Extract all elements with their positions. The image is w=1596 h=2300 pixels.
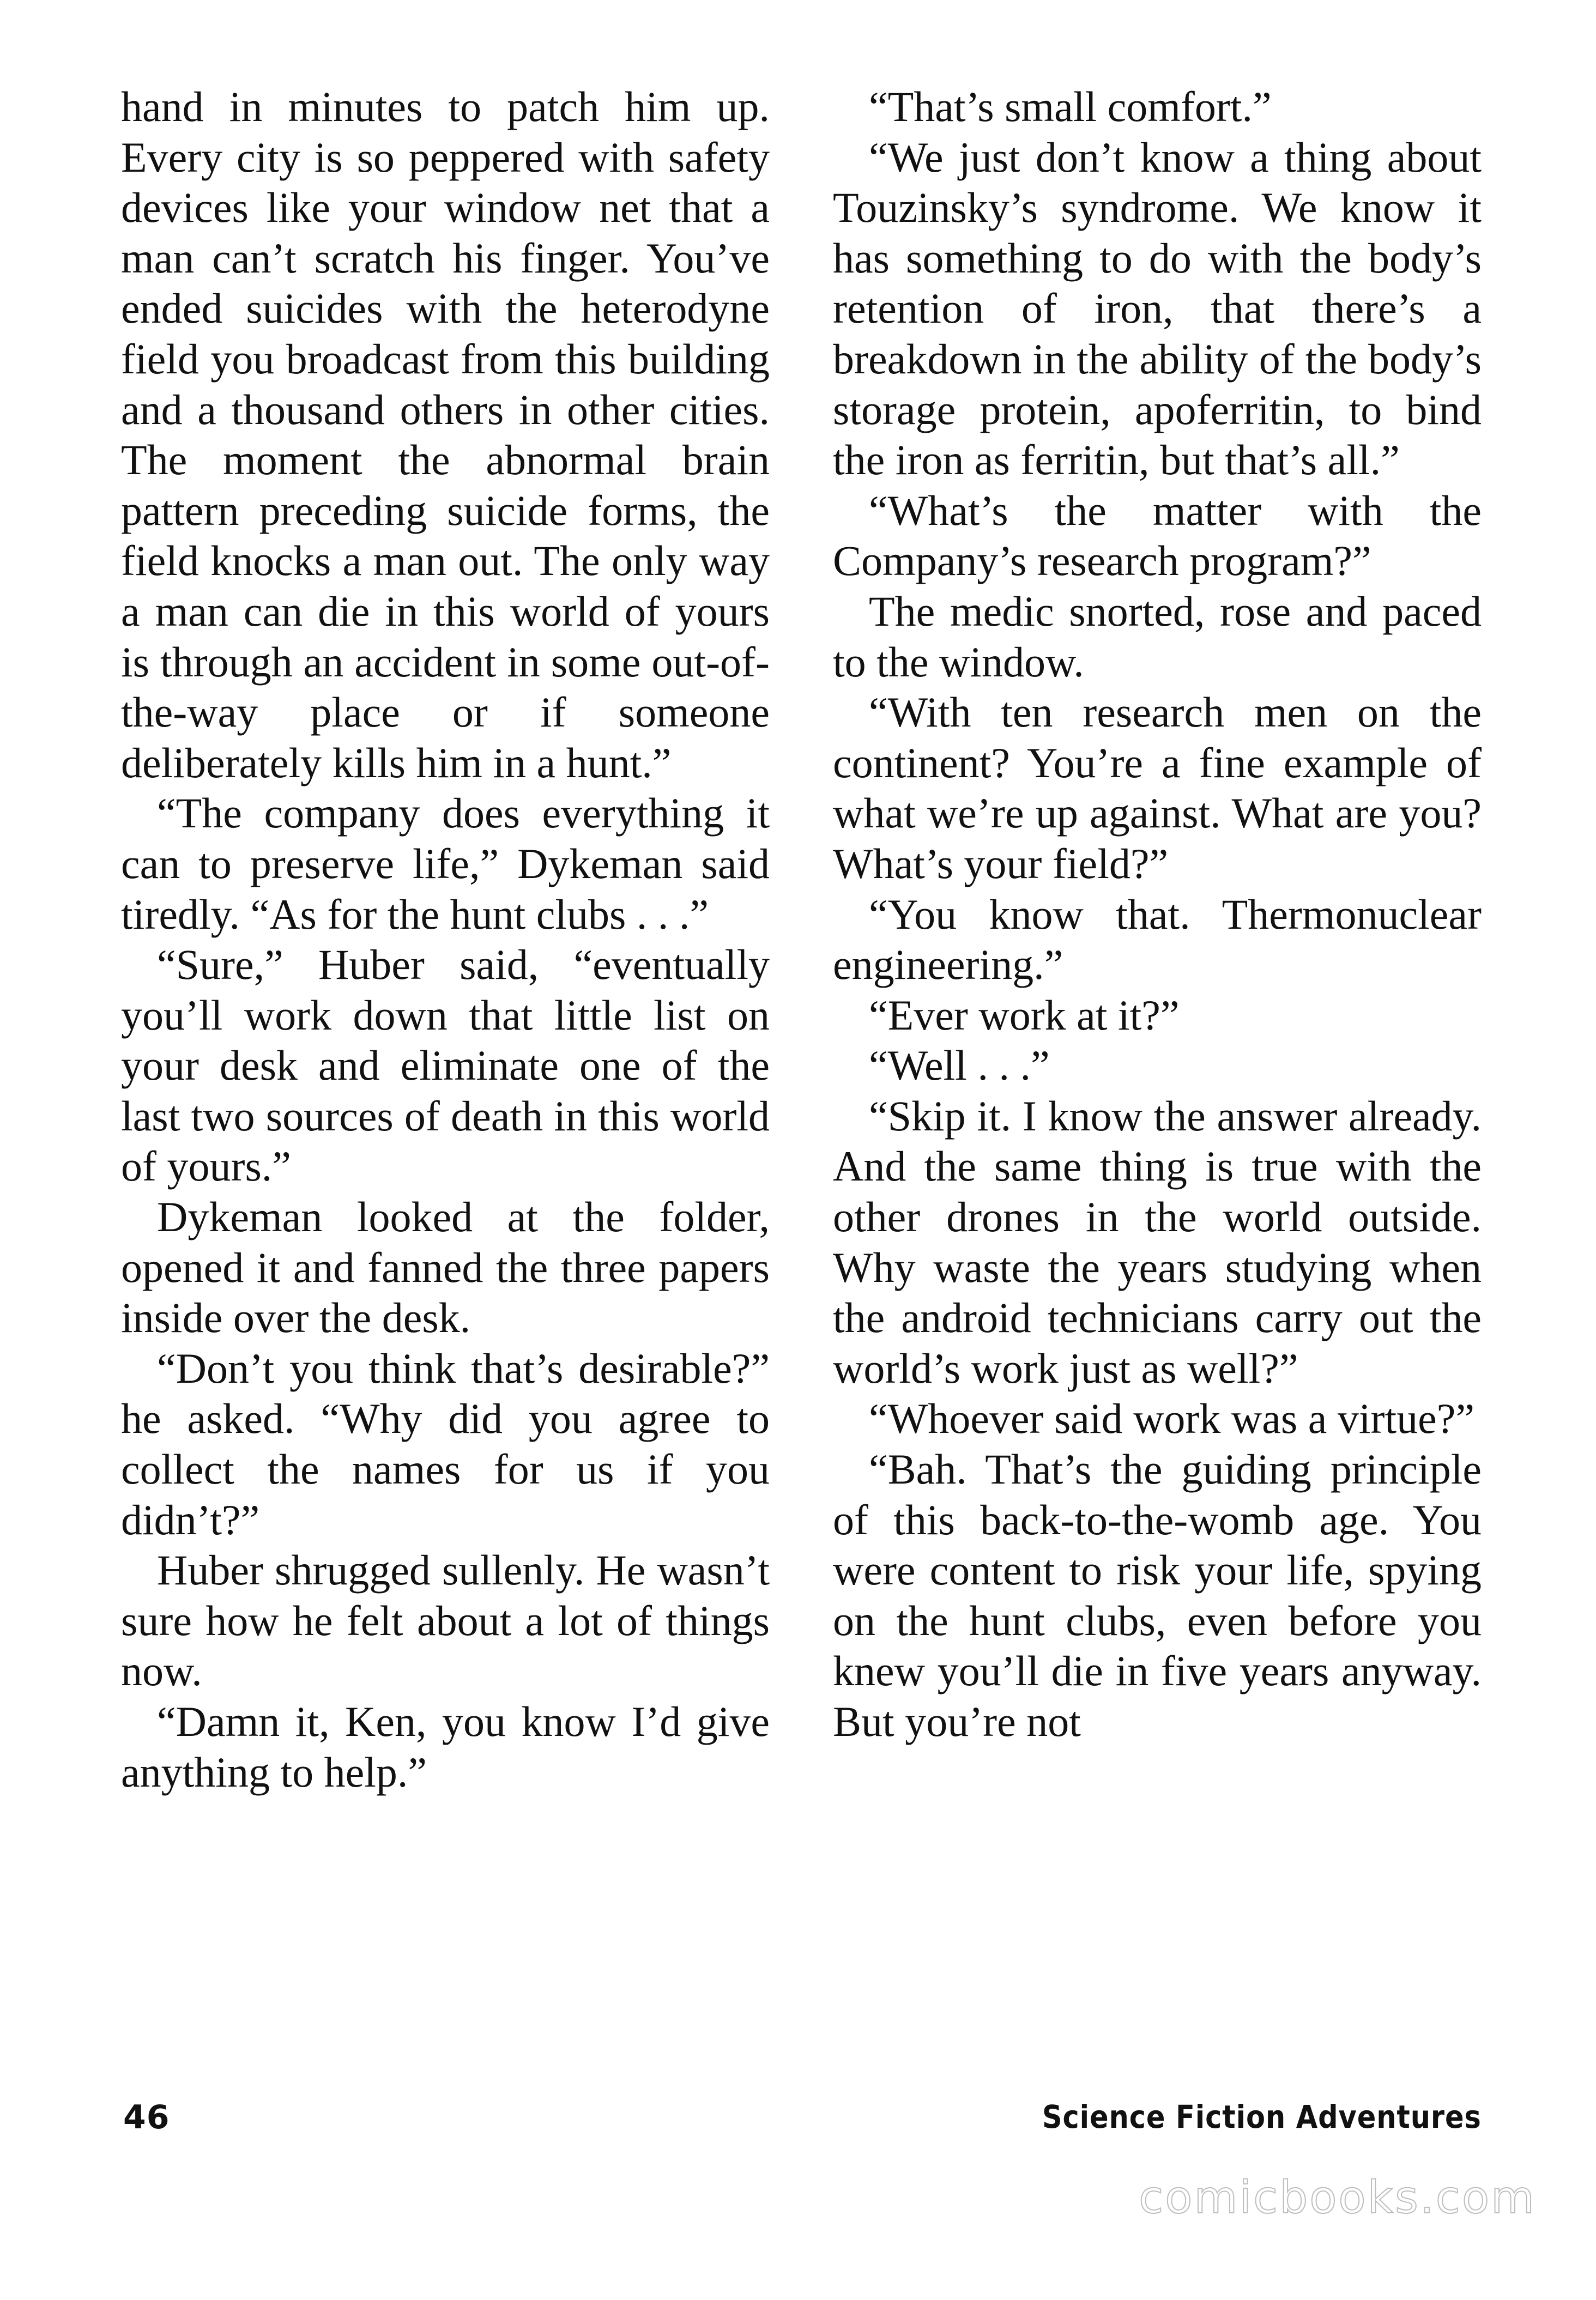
paragraph: “Damn it, Ken, you know I’d give anything to help.” xyxy=(121,1698,770,1796)
paragraph: “We just don’t know a thing about Touzinsky’s syndrome. We know it has something to do with the body’s retention of iron, that there’s a breakdown in the ability of the body’s storage protein, apoferritin, to bind the iron as ferritin, but that’s all.” xyxy=(833,133,1482,484)
paragraph: The medic snorted, rose and paced to the window. xyxy=(833,587,1482,686)
paragraph: “That’s small comfort.” xyxy=(869,83,1272,130)
paragraph: “What’s the matter with the Company’s research program?” xyxy=(833,486,1482,585)
paragraph: “The company does everything it can to preserve life,” Dykeman said tiredly. “As for the hunt clubs . . .” xyxy=(121,789,770,938)
running-footer-title: Science Fiction Adventures xyxy=(1042,2098,1482,2135)
paragraph: “Well . . .” xyxy=(869,1042,1050,1090)
text-column-right xyxy=(833,82,1482,1747)
text-column-left xyxy=(121,82,770,1797)
paragraph: “With ten research men on the continent? You’re a fine example of what we’re up against. What are you? What’s your field?” xyxy=(833,688,1482,887)
paragraph: “Whoever said work was a virtue?” xyxy=(869,1395,1475,1443)
paragraph: “You know that. Thermonuclear engineering.” xyxy=(833,890,1482,989)
page-number: 46 xyxy=(123,2098,170,2136)
paragraph: “Sure,” Huber said, “eventually you’ll work down that little list on your desk and eliminate one of the last two sources of death in this world of yours.” xyxy=(121,941,770,1190)
paragraph: “Don’t you think that’s desirable?” he asked. “Why did you agree to collect the names for us if you didn’t?” xyxy=(121,1344,770,1544)
watermark: comicbooks.com xyxy=(1139,2172,1536,2224)
paragraph: hand in minutes to patch him up. Every city is so peppered with safety devices like your window net that a man can’t scratch his finger. You’ve ended suicides with the heterodyne field you broadcast from this building and a thousand others in other cities. The moment the abnormal brain pattern preceding suicide forms, the field knocks a man out. The only way a man can die in this world of yours is through an accident in some out-of-the-way place or if someone deliberately kills him in a hunt.” xyxy=(121,83,770,786)
paragraph: Huber shrugged sullenly. He wasn’t sure how he felt about a lot of things now. xyxy=(121,1546,770,1695)
paragraph: “Ever work at it?” xyxy=(869,991,1180,1039)
paragraph: Dykeman looked at the folder, opened it and fanned the three papers inside over the desk. xyxy=(121,1193,770,1342)
paragraph: “Skip it. I know the answer already. And the same thing is true with the other drones in the world outside. Why waste the years studying when the android technicians carry out the world’s work just as well?” xyxy=(833,1092,1482,1392)
paragraph: “Bah. That’s the guiding principle of this back-to-the-womb age. You were content to risk your life, spying on the hunt clubs, even before you knew you’ll die in five years anyway. But you’re not xyxy=(833,1445,1482,1745)
